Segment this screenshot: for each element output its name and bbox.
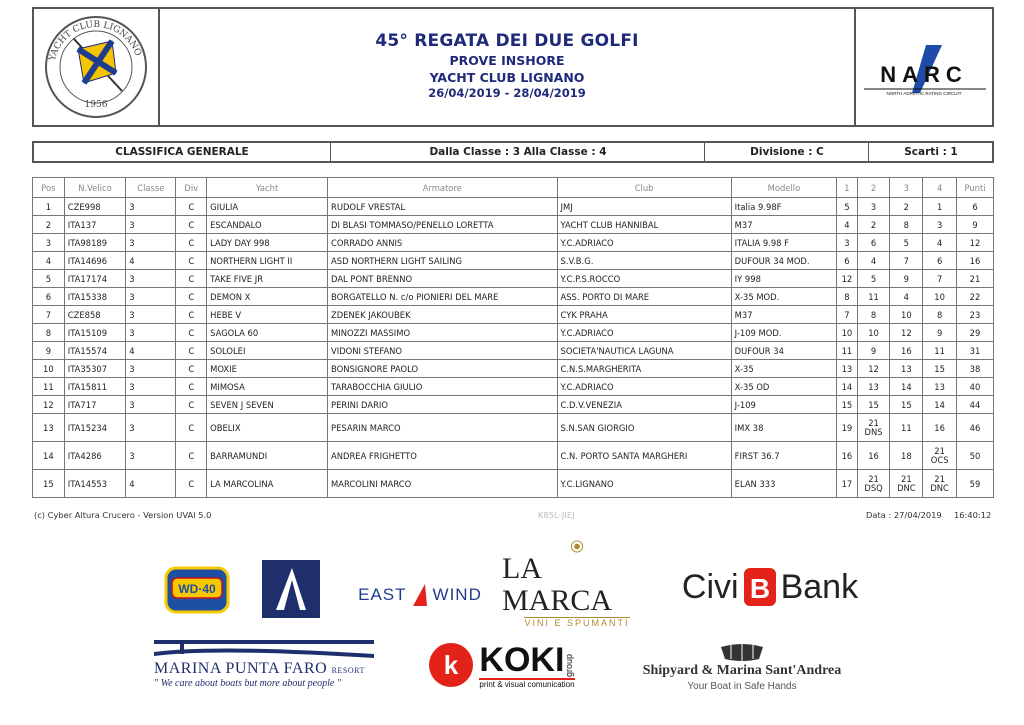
cell-pos: 10: [33, 360, 65, 378]
cell-r4: 6: [923, 252, 957, 270]
red-sail-icon: [409, 582, 431, 608]
svg-text:YACHT CLUB LIGNANO: YACHT CLUB LIGNANO: [47, 19, 143, 62]
cell-club: ASS. PORTO DI MARE: [557, 288, 731, 306]
cell-classe: 4: [126, 342, 176, 360]
cell-modello: FIRST 36.7: [731, 442, 837, 470]
cell-yacht: HEBE V: [207, 306, 328, 324]
shipyard-hull-icon: [719, 639, 765, 663]
col-header-modello: Modello: [731, 178, 837, 198]
col-header-armatore: Armatore: [328, 178, 557, 198]
cell-velico: ITA98189: [64, 234, 125, 252]
cell-velico: ITA137: [64, 216, 125, 234]
cell-r1: 8: [837, 288, 857, 306]
cell-velico: ITA717: [64, 396, 125, 414]
cell-r4: 9: [923, 324, 957, 342]
cell-r1: 13: [837, 360, 857, 378]
table-row: [33, 270, 994, 288]
cell-armatore: ASD NORTHERN LIGHT SAILING: [328, 252, 557, 270]
cell-club: Y.C.ADRIACO: [557, 324, 731, 342]
cell-pos: 1: [33, 198, 65, 216]
cell-club: Y.C.LIGNANO: [557, 470, 731, 498]
table-row: [33, 306, 994, 324]
cell-punti: 46: [957, 414, 994, 442]
cell-r1: 16: [837, 442, 857, 470]
cell-classe: 3: [126, 216, 176, 234]
cell-punti: 50: [957, 442, 994, 470]
cell-velico: CZE998: [64, 198, 125, 216]
cell-velico: ITA15338: [64, 288, 125, 306]
col-header-classe: Classe: [126, 178, 176, 198]
cell-r2: 16: [857, 442, 890, 470]
cell-punti: 6: [957, 198, 994, 216]
cell-r4: 21 DNC: [923, 470, 957, 498]
cell-pos: 4: [33, 252, 65, 270]
cell-classe: 3: [126, 396, 176, 414]
regatta-title-block: [160, 31, 854, 100]
table-header-row: [33, 178, 994, 198]
cell-pos: 15: [33, 470, 65, 498]
cell-div: C: [176, 252, 207, 270]
col-header-yacht: Yacht: [207, 178, 328, 198]
cell-r3: 8: [890, 216, 923, 234]
cell-armatore: MINOZZI MASSIMO: [328, 324, 557, 342]
cell-r3: 18: [890, 442, 923, 470]
cell-yacht: LADY DAY 998: [207, 234, 328, 252]
document-code: K85L-JIEJ: [538, 510, 575, 520]
col-header-race2: 2: [857, 178, 890, 198]
cell-div: C: [176, 198, 207, 216]
cell-div: C: [176, 378, 207, 396]
cell-div: C: [176, 396, 207, 414]
koki-group-label: group: [564, 654, 575, 678]
col-header-club: Club: [557, 178, 731, 198]
civibank-logo: [665, 562, 875, 612]
table-row: [33, 360, 994, 378]
shipyard-marina-logo: [622, 630, 862, 700]
cell-r3: 11: [890, 414, 923, 442]
cell-yacht: ESCANDALO: [207, 216, 328, 234]
svg-text:NORTH ADRIATIC RATING CIRCUIT: NORTH ADRIATIC RATING CIRCUIT: [886, 91, 962, 96]
col-header-race3: 3: [890, 178, 923, 198]
cell-punti: 31: [957, 342, 994, 360]
svg-text:1956: 1956: [84, 100, 108, 110]
cell-r4: 7: [923, 270, 957, 288]
eastwind-logo: [340, 580, 500, 610]
cell-club: JMJ: [557, 198, 731, 216]
cell-club: Y.C.ADRIACO: [557, 234, 731, 252]
cell-modello: X-35: [731, 360, 837, 378]
svg-text:WD·40: WD·40: [178, 582, 216, 596]
cell-velico: ITA15811: [64, 378, 125, 396]
table-row: [33, 378, 994, 396]
yacht-club-lignano-logo: [34, 9, 160, 125]
cell-punti: 23: [957, 306, 994, 324]
cell-club: Y.C.P.S.ROCCO: [557, 270, 731, 288]
cell-modello: X-35 OD: [731, 378, 837, 396]
cell-r3: 9: [890, 270, 923, 288]
regatta-subtitle: PROVE INSHORE: [449, 53, 565, 68]
narc-logo-icon: [856, 9, 992, 125]
cell-r3: 7: [890, 252, 923, 270]
cell-punti: 22: [957, 288, 994, 306]
discards-label: Scarti : 1: [904, 146, 958, 158]
cell-r4: 16: [923, 414, 957, 442]
cell-r2: 21 DSQ: [857, 470, 890, 498]
cell-r2: 11: [857, 288, 890, 306]
cell-armatore: TARABOCCHIA GIULIO: [328, 378, 557, 396]
cell-div: C: [176, 216, 207, 234]
cell-modello: IY 998: [731, 270, 837, 288]
col-header-race4: 4: [923, 178, 957, 198]
cell-classe: 3: [126, 324, 176, 342]
organizer-name: YACHT CLUB LIGNANO: [429, 70, 585, 85]
cell-r2: 4: [857, 252, 890, 270]
cell-div: C: [176, 470, 207, 498]
koki-name: KOKI: [479, 640, 565, 679]
cell-armatore: PESARIN MARCO: [328, 414, 557, 442]
cell-armatore: ZDENEK JAKOUBEK: [328, 306, 557, 324]
report-header: [32, 7, 994, 127]
table-row: [33, 442, 994, 470]
report-date: Data : 27/04/2019: [866, 510, 942, 520]
cell-div: C: [176, 360, 207, 378]
svg-text:k: k: [444, 650, 459, 680]
results-body: [33, 198, 994, 498]
cell-modello: DUFOUR 34 MOD.: [731, 252, 837, 270]
marina-name: MARINA PUNTA FARO RESORT: [154, 659, 365, 677]
cell-pos: 3: [33, 234, 65, 252]
cell-r2: 10: [857, 324, 890, 342]
marina-punta-faro-logo: [154, 628, 378, 700]
cell-classe: 3: [126, 306, 176, 324]
cell-r3: 12: [890, 324, 923, 342]
cell-armatore: CORRADO ANNIS: [328, 234, 557, 252]
regatta-dates: 26/04/2019 - 28/04/2019: [428, 86, 586, 100]
marina-tagline: " We care about boats but more about people ": [154, 677, 341, 689]
cell-r3: 16: [890, 342, 923, 360]
cell-r4: 11: [923, 342, 957, 360]
cell-yacht: SEVEN J SEVEN: [207, 396, 328, 414]
table-row: [33, 198, 994, 216]
col-header-div: Div: [176, 178, 207, 198]
cell-classe: 3: [126, 234, 176, 252]
cell-yacht: GIULIA: [207, 198, 328, 216]
division-label: Divisione : C: [706, 143, 869, 161]
cell-yacht: LA MARCOLINA: [207, 470, 328, 498]
cell-r4: 1: [923, 198, 957, 216]
cell-div: C: [176, 324, 207, 342]
cell-club: S.N.SAN GIORGIO: [557, 414, 731, 442]
cell-club: S.V.B.G.: [557, 252, 731, 270]
koki-tagline: print & visual comunication: [479, 679, 575, 689]
table-row: [33, 234, 994, 252]
cell-r4: 14: [923, 396, 957, 414]
cell-velico: ITA35307: [64, 360, 125, 378]
cell-r2: 15: [857, 396, 890, 414]
cell-r2: 5: [857, 270, 890, 288]
cell-r4: 15: [923, 360, 957, 378]
col-header-velico: N.Velico: [64, 178, 125, 198]
cell-club: C.N.S.MARGHERITA: [557, 360, 731, 378]
cell-pos: 5: [33, 270, 65, 288]
cell-armatore: MARCOLINI MARCO: [328, 470, 557, 498]
cell-punti: 9: [957, 216, 994, 234]
cell-div: C: [176, 414, 207, 442]
cell-punti: 21: [957, 270, 994, 288]
cell-r3: 4: [890, 288, 923, 306]
cell-r2: 6: [857, 234, 890, 252]
marina-wave-icon: [154, 640, 374, 660]
cell-r1: 12: [837, 270, 857, 288]
cell-armatore: VIDONI STEFANO: [328, 342, 557, 360]
cell-div: C: [176, 342, 207, 360]
table-row: [33, 396, 994, 414]
cell-yacht: NORTHERN LIGHT II: [207, 252, 328, 270]
table-row: [33, 342, 994, 360]
cell-r1: 11: [837, 342, 857, 360]
cell-yacht: OBELIX: [207, 414, 328, 442]
cell-div: C: [176, 288, 207, 306]
cell-r4: 21 OCS: [923, 442, 957, 470]
cell-punti: 44: [957, 396, 994, 414]
cell-punti: 29: [957, 324, 994, 342]
cell-yacht: BARRAMUNDI: [207, 442, 328, 470]
cell-pos: 9: [33, 342, 65, 360]
cell-velico: ITA14696: [64, 252, 125, 270]
cell-modello: M37: [731, 216, 837, 234]
civibank-b-icon: [742, 566, 778, 608]
cell-yacht: TAKE FIVE JR: [207, 270, 328, 288]
results-table: [32, 177, 994, 498]
cell-r3: 15: [890, 396, 923, 414]
cell-r1: 7: [837, 306, 857, 324]
cell-r1: 17: [837, 470, 857, 498]
cell-modello: ITALIA 9.98 F: [731, 234, 837, 252]
cell-r1: 6: [837, 252, 857, 270]
cell-r1: 10: [837, 324, 857, 342]
club-seal-icon: [34, 9, 158, 125]
cell-velico: ITA4286: [64, 442, 125, 470]
cell-r4: 3: [923, 216, 957, 234]
cell-classe: 3: [126, 378, 176, 396]
cell-classe: 3: [126, 414, 176, 442]
cell-punti: 16: [957, 252, 994, 270]
col-header-race1: 1: [837, 178, 857, 198]
cell-r3: 21 DNC: [890, 470, 923, 498]
table-row: [33, 414, 994, 442]
cell-yacht: SOLOLEI: [207, 342, 328, 360]
cell-r2: 9: [857, 342, 890, 360]
civibank-bank: Bank: [780, 567, 859, 606]
eastwind-wind: WIND: [432, 585, 482, 604]
cell-r2: 8: [857, 306, 890, 324]
cell-classe: 3: [126, 288, 176, 306]
cell-r4: 8: [923, 306, 957, 324]
cell-club: C.D.V.VENEZIA: [557, 396, 731, 414]
cell-club: C.N. PORTO SANTA MARGHERI: [557, 442, 731, 470]
cell-r4: 4: [923, 234, 957, 252]
cell-r4: 10: [923, 288, 957, 306]
cell-club: YACHT CLUB HANNIBAL: [557, 216, 731, 234]
eastwind-east: EAST: [358, 585, 407, 604]
cell-armatore: BONSIGNORE PAOLO: [328, 360, 557, 378]
cell-r1: 4: [837, 216, 857, 234]
cell-modello: ELAN 333: [731, 470, 837, 498]
cell-velico: ITA14553: [64, 470, 125, 498]
cell-div: C: [176, 234, 207, 252]
cell-armatore: PERINI DARIO: [328, 396, 557, 414]
shipyard-tagline: Your Boat in Safe Hands: [687, 680, 797, 692]
cell-yacht: SAGOLA 60: [207, 324, 328, 342]
cell-modello: IMX 38: [731, 414, 837, 442]
cell-r3: 2: [890, 198, 923, 216]
cell-r2: 21 DNS: [857, 414, 890, 442]
cell-armatore: ANDREA FRIGHETTO: [328, 442, 557, 470]
cell-r2: 12: [857, 360, 890, 378]
cell-pos: 12: [33, 396, 65, 414]
cell-classe: 4: [126, 252, 176, 270]
classification-type: CLASSIFICA GENERALE: [34, 143, 331, 161]
cell-velico: ITA17174: [64, 270, 125, 288]
cell-r1: 19: [837, 414, 857, 442]
cell-modello: X-35 MOD.: [731, 288, 837, 306]
table-row: [33, 324, 994, 342]
la-marca-tagline: VINI E SPUMANTI: [524, 618, 630, 628]
cell-div: C: [176, 442, 207, 470]
sail-brand-logo: [262, 560, 320, 618]
cell-punti: 40: [957, 378, 994, 396]
cell-r3: 5: [890, 234, 923, 252]
classification-info-bar: [32, 141, 994, 163]
cell-pos: 11: [33, 378, 65, 396]
cell-punti: 12: [957, 234, 994, 252]
table-row: [33, 252, 994, 270]
cell-pos: 7: [33, 306, 65, 324]
cell-yacht: MIMOSA: [207, 378, 328, 396]
cell-pos: 8: [33, 324, 65, 342]
svg-text:NARC: NARC: [880, 62, 968, 87]
cell-punti: 38: [957, 360, 994, 378]
table-row: [33, 470, 994, 498]
sponsor-banner: [150, 536, 875, 708]
cell-modello: DUFOUR 34: [731, 342, 837, 360]
report-time: 16:40:12: [954, 510, 992, 520]
cell-velico: ITA15109: [64, 324, 125, 342]
cell-club: Y.C.ADRIACO: [557, 378, 731, 396]
cell-r1: 14: [837, 378, 857, 396]
cell-velico: ITA15234: [64, 414, 125, 442]
cell-div: C: [176, 306, 207, 324]
cell-armatore: DAL PONT BRENNO: [328, 270, 557, 288]
cell-r4: 13: [923, 378, 957, 396]
wd40-logo: [164, 566, 230, 614]
table-row: [33, 288, 994, 306]
cell-velico: CZE858: [64, 306, 125, 324]
cell-velico: ITA15574: [64, 342, 125, 360]
cell-classe: 3: [126, 442, 176, 470]
class-range: Dalla Classe : 3 Alla Classe : 4: [332, 143, 705, 161]
table-row: [33, 216, 994, 234]
cell-classe: 3: [126, 360, 176, 378]
koki-k-icon: [427, 641, 475, 689]
narc-logo: [854, 9, 992, 125]
cell-r1: 15: [837, 396, 857, 414]
cell-club: CYK PRAHA: [557, 306, 731, 324]
cell-classe: 3: [126, 198, 176, 216]
cell-punti: 59: [957, 470, 994, 498]
cell-club: SOCIETA'NAUTICA LAGUNA: [557, 342, 731, 360]
cell-r1: 5: [837, 198, 857, 216]
cell-div: C: [176, 270, 207, 288]
svg-text:B: B: [749, 573, 770, 604]
cell-yacht: DEMON X: [207, 288, 328, 306]
cell-r2: 2: [857, 216, 890, 234]
cell-armatore: BORGATELLO N. c/o PIONIERI DEL MARE: [328, 288, 557, 306]
cell-r2: 3: [857, 198, 890, 216]
cell-r2: 13: [857, 378, 890, 396]
wd40-badge-icon: [164, 566, 230, 614]
cell-armatore: DI BLASI TOMMASO/PENELLO LORETTA: [328, 216, 557, 234]
civibank-civi: Civi: [681, 567, 739, 606]
shipyard-name: Shipyard & Marina Sant'Andrea: [642, 662, 842, 678]
la-marca-crest-icon: [563, 540, 591, 553]
cell-pos: 13: [33, 414, 65, 442]
col-header-punti: Punti: [957, 178, 994, 198]
cell-classe: 3: [126, 270, 176, 288]
cell-pos: 2: [33, 216, 65, 234]
cell-modello: Italia 9.98F: [731, 198, 837, 216]
cell-armatore: RUDOLF VRESTAL: [328, 198, 557, 216]
cell-r1: 3: [837, 234, 857, 252]
cell-r3: 10: [890, 306, 923, 324]
cell-classe: 4: [126, 470, 176, 498]
regatta-title: 45° REGATA DEI DUE GOLFI: [375, 31, 639, 51]
koki-group-logo: [412, 634, 590, 696]
cell-pos: 6: [33, 288, 65, 306]
la-marca-name: LA MARCA: [502, 552, 613, 617]
software-credit: (c) Cyber Altura Crucero - Version UVAI 5.0: [34, 510, 212, 520]
cell-modello: M37: [731, 306, 837, 324]
cell-modello: J-109: [731, 396, 837, 414]
cell-pos: 14: [33, 442, 65, 470]
cell-r3: 14: [890, 378, 923, 396]
cell-modello: J-109 MOD.: [731, 324, 837, 342]
col-header-pos: Pos: [33, 178, 65, 198]
sail-icon: [262, 560, 320, 618]
la-marca-logo: [502, 540, 652, 628]
cell-yacht: MOXIE: [207, 360, 328, 378]
cell-r3: 13: [890, 360, 923, 378]
